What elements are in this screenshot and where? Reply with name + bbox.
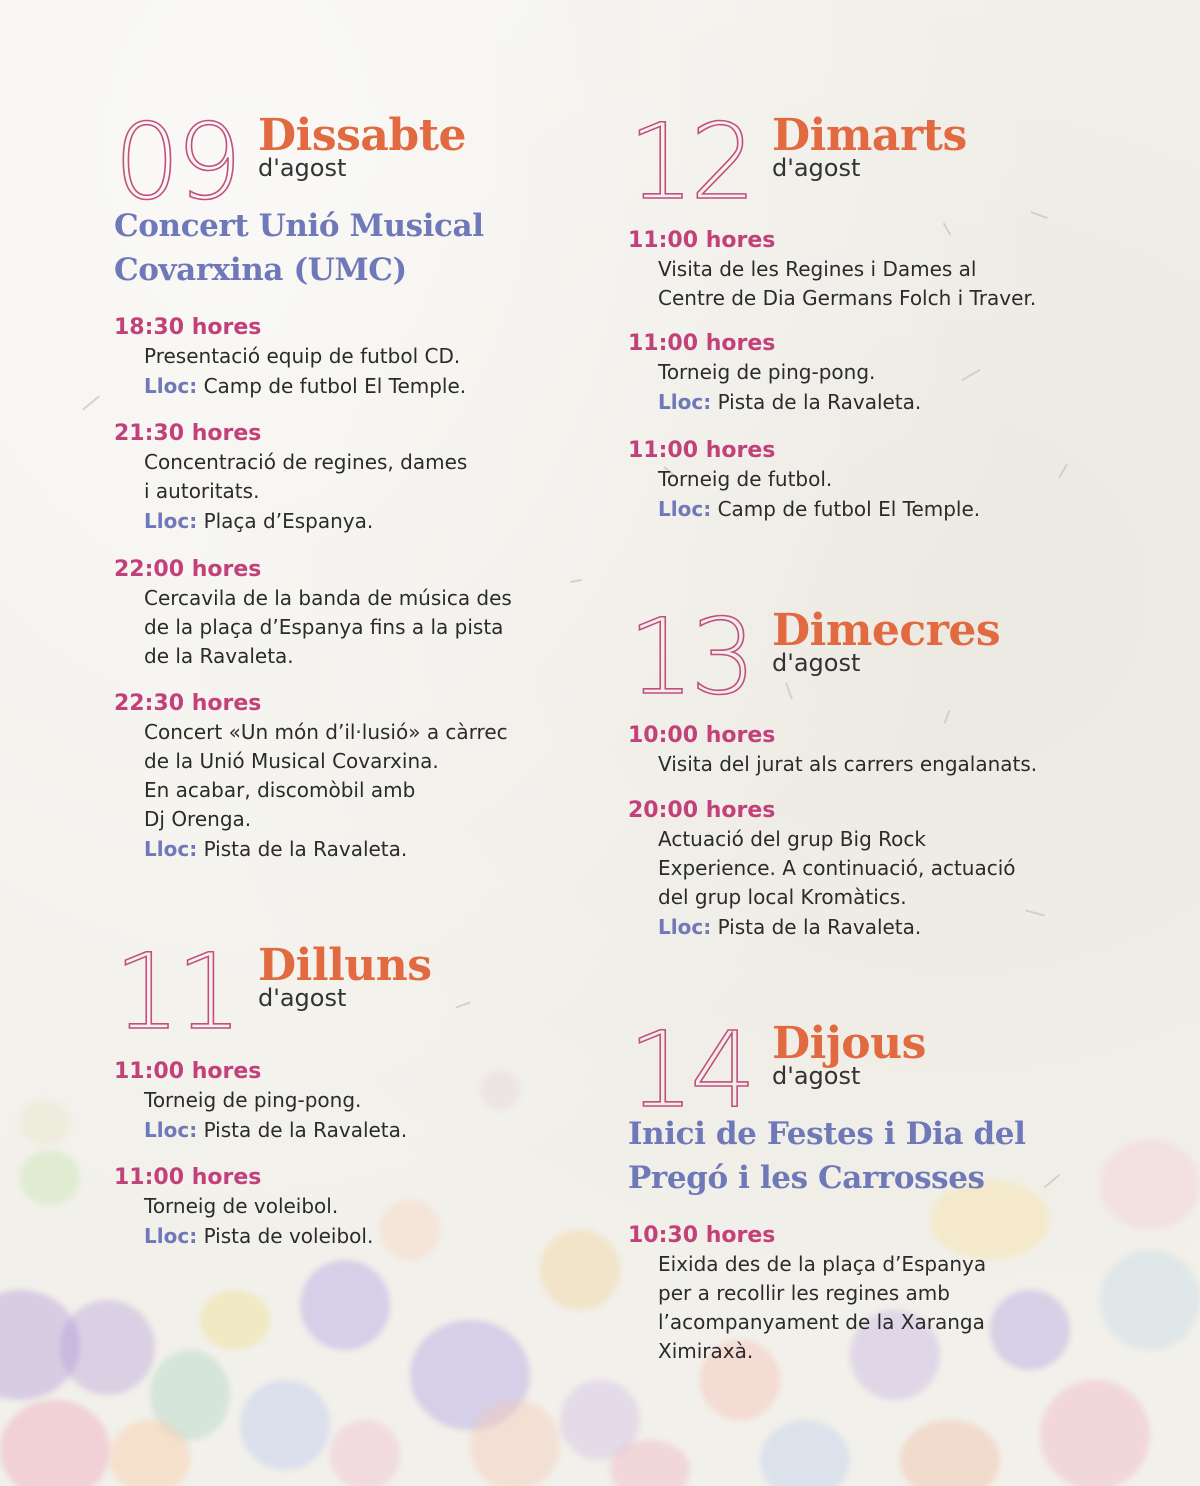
- day-number: 13: [628, 596, 753, 718]
- event-time: 21:30 hores: [114, 421, 262, 446]
- event-item: [114, 1058, 407, 1146]
- event-description: Torneig de voleibol.: [144, 1194, 339, 1218]
- location-label: Lloc:: [658, 390, 712, 414]
- event-time: 22:00 hores: [114, 557, 262, 582]
- event-description: Visita de les Regines i Dames al: [658, 257, 977, 281]
- day-number: 12: [628, 101, 753, 223]
- event-location: [658, 494, 980, 525]
- event-item: [628, 437, 980, 525]
- location-label: Lloc:: [658, 915, 712, 939]
- event-item: [114, 314, 466, 402]
- location-label: Lloc:: [144, 1118, 198, 1142]
- event-description: En acabar, discomòbil amb: [144, 778, 416, 802]
- event-item: [114, 690, 508, 865]
- event-description: de la Ravaleta.: [144, 644, 294, 668]
- event-description: Eixida des de la plaça d’Espanya: [658, 1252, 987, 1276]
- day-13-section: [628, 596, 1148, 955]
- headline-line: Inici de Festes i Dia del: [628, 1116, 1026, 1152]
- event-location: [144, 506, 467, 537]
- event-item: [628, 722, 1037, 779]
- event-description: Cercavila de la banda de música des: [144, 586, 512, 610]
- event-description: Dj Orenga.: [144, 807, 252, 831]
- event-description: Torneig de ping-pong.: [144, 1088, 362, 1112]
- day-month: d'agost: [258, 154, 347, 182]
- event-item: [628, 797, 1016, 943]
- headline-line: Covarxina (UMC): [114, 252, 407, 288]
- day-number: 09: [114, 101, 239, 223]
- location-label: Lloc:: [144, 509, 198, 533]
- event-time: 11:00 hores: [628, 228, 776, 253]
- location-label: Lloc:: [658, 497, 712, 521]
- day-weekday: Dijous: [772, 1018, 926, 1069]
- event-location: [658, 912, 1016, 943]
- location-value: Pista de voleibol.: [203, 1224, 374, 1248]
- day-14-section: [628, 1009, 1148, 1378]
- event-location: [144, 1115, 407, 1146]
- day-number: 11: [114, 931, 239, 1053]
- day-weekday: Dimarts: [772, 110, 967, 161]
- day-month: d'agost: [772, 154, 861, 182]
- event-item: [628, 330, 921, 418]
- event-time: 10:00 hores: [628, 723, 776, 748]
- location-value: Camp de futbol El Temple.: [203, 374, 467, 398]
- event-description: del grup local Kromàtics.: [658, 885, 907, 909]
- day-month: d'agost: [772, 649, 861, 677]
- event-description: Ximiraxà.: [658, 1339, 754, 1363]
- location-value: Plaça d’Espanya.: [203, 509, 374, 533]
- event-time: 11:00 hores: [628, 331, 776, 356]
- event-location: [144, 1221, 373, 1252]
- location-value: Camp de futbol El Temple.: [717, 497, 981, 521]
- event-item: [114, 556, 512, 671]
- event-description: i autoritats.: [144, 479, 260, 503]
- event-description: Experience. A continuació, actuació: [658, 856, 1016, 880]
- event-description: Torneig de ping-pong.: [658, 360, 876, 384]
- day-weekday: Dilluns: [258, 940, 432, 991]
- location-label: Lloc:: [144, 837, 198, 861]
- event-description: per a recollir les regines amb: [658, 1281, 950, 1305]
- day-headline: [114, 204, 484, 292]
- location-label: Lloc:: [144, 374, 198, 398]
- event-description: l’acompanyament de la Xaranga: [658, 1310, 985, 1334]
- location-value: Pista de la Ravaleta.: [717, 390, 922, 414]
- day-month: d'agost: [258, 984, 347, 1012]
- day-headline: [628, 1112, 1026, 1200]
- day-09-section: [114, 101, 584, 880]
- event-time: 10:30 hores: [628, 1223, 776, 1248]
- event-time: 18:30 hores: [114, 315, 262, 340]
- day-12-section: [628, 101, 1148, 540]
- event-description: de la Unió Musical Covarxina.: [144, 749, 439, 773]
- event-location: [144, 371, 466, 402]
- event-description: Torneig de futbol.: [658, 467, 833, 491]
- event-location: [144, 834, 508, 865]
- event-time: 11:00 hores: [114, 1059, 262, 1084]
- event-time: 11:00 hores: [114, 1165, 262, 1190]
- event-description: Actuació del grup Big Rock: [658, 827, 926, 851]
- event-item: [114, 1164, 373, 1252]
- event-time: 11:00 hores: [628, 438, 776, 463]
- event-item: [628, 1222, 986, 1366]
- event-time: 22:30 hores: [114, 691, 262, 716]
- headline-line: Pregó i les Carrosses: [628, 1160, 985, 1196]
- headline-line: Concert Unió Musical: [114, 208, 484, 244]
- event-item: [628, 227, 1036, 313]
- event-description: de la plaça d’Espanya fins a la pista: [144, 615, 504, 639]
- day-weekday: Dissabte: [258, 110, 467, 161]
- event-description: Centre de Dia Germans Folch i Traver.: [658, 286, 1037, 310]
- event-location: [658, 387, 921, 418]
- event-item: [114, 420, 467, 537]
- location-value: Pista de la Ravaleta.: [717, 915, 922, 939]
- location-value: Pista de la Ravaleta.: [203, 837, 408, 861]
- day-weekday: Dimecres: [772, 605, 1001, 656]
- event-description: Concentració de regines, dames: [144, 450, 468, 474]
- day-month: d'agost: [772, 1062, 861, 1090]
- location-label: Lloc:: [144, 1224, 198, 1248]
- event-description: Concert «Un món d’il·lusió» a càrrec: [144, 720, 508, 744]
- day-11-section: [114, 931, 584, 1270]
- event-time: 20:00 hores: [628, 798, 776, 823]
- day-number: 14: [628, 1009, 753, 1131]
- event-description: Visita del jurat als carrers engalanats.: [658, 752, 1038, 776]
- event-description: Presentació equip de futbol CD.: [144, 344, 461, 368]
- location-value: Pista de la Ravaleta.: [203, 1118, 408, 1142]
